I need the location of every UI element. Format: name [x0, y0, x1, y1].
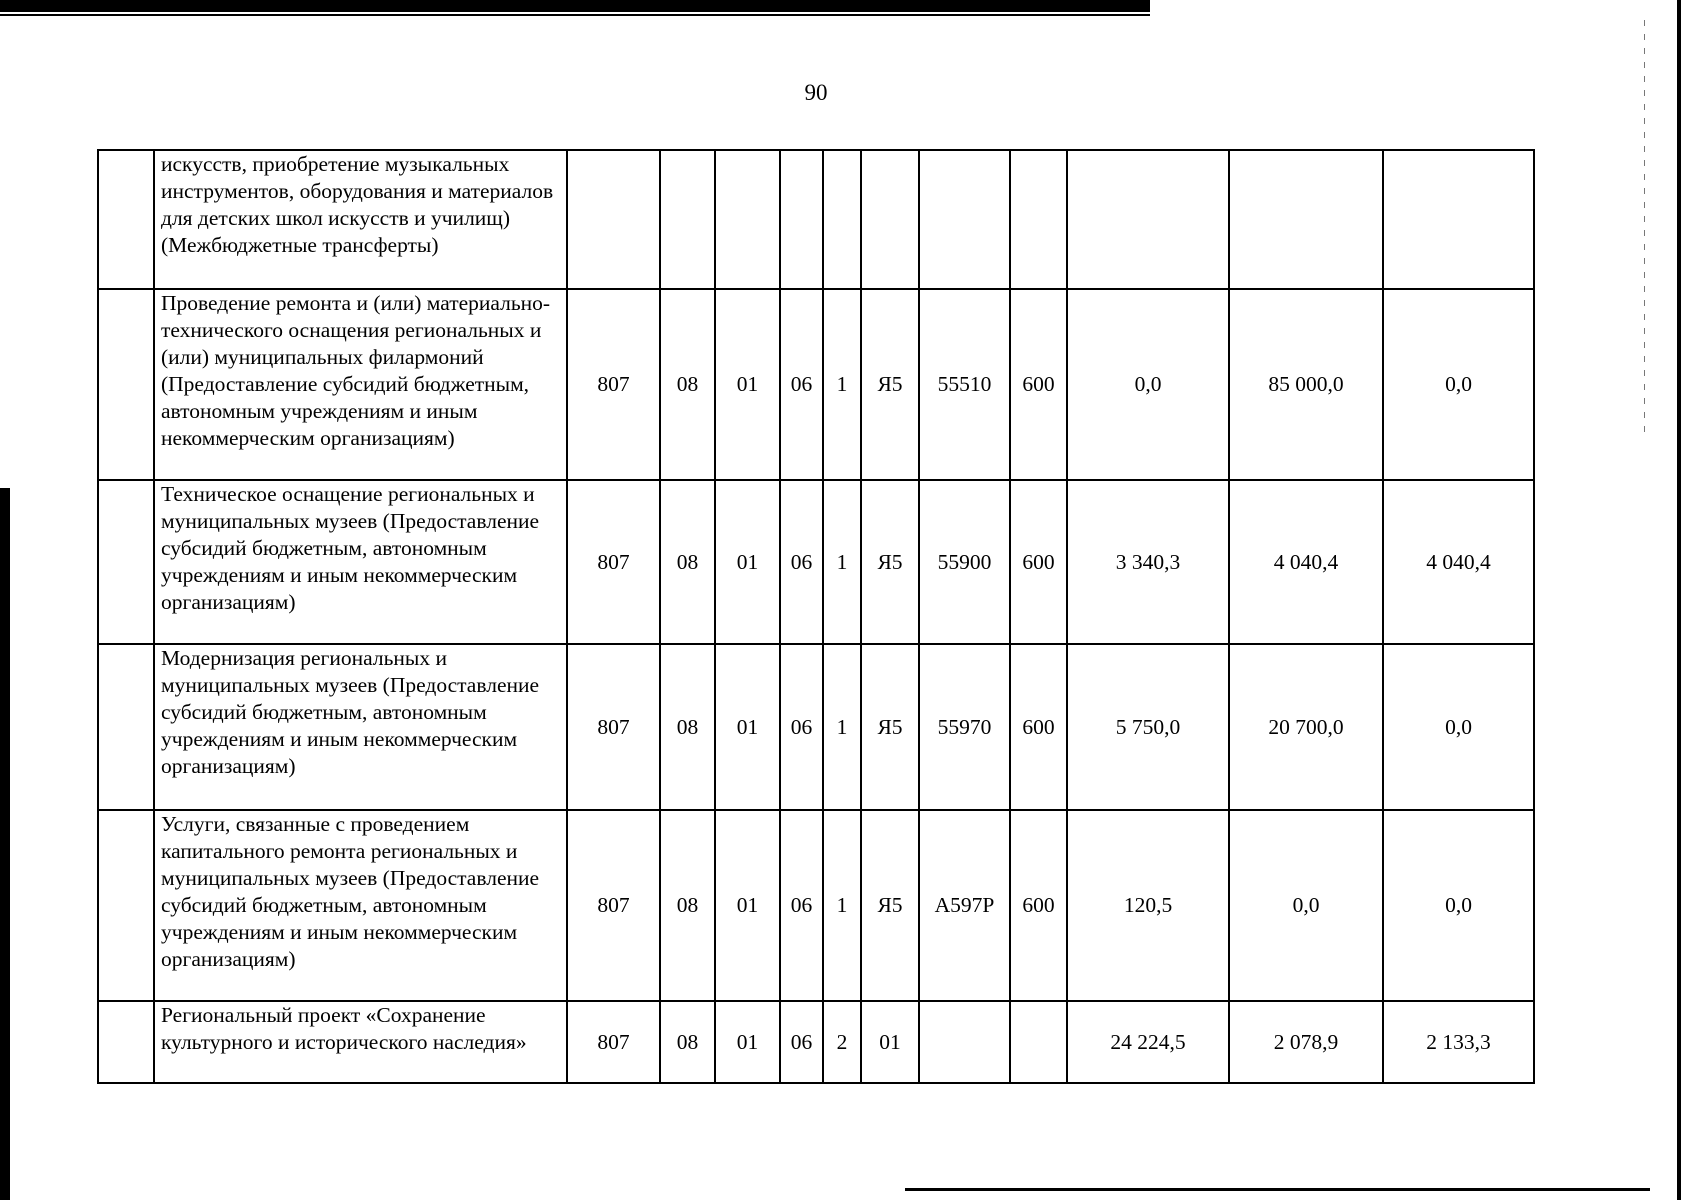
row-index-cell	[98, 480, 154, 644]
row-name: Техническое оснащение региональных и муниципальных музеев (Предоставление субсидий бюджетным, автономным учреждениям и иным некоммерческим организациям)	[154, 480, 567, 644]
row-index-cell	[98, 150, 154, 289]
amount-year-1	[1067, 150, 1229, 289]
amount-year-3	[1383, 150, 1534, 289]
scan-border-left	[0, 488, 10, 1200]
row-name: Региональный проект «Сохранение культурного и исторического наследия»	[154, 1001, 567, 1083]
amount-year-2: 2 078,9	[1229, 1001, 1383, 1083]
expense-type: 600	[1010, 480, 1067, 644]
project-code: 01	[861, 1001, 919, 1083]
subprogram-code	[823, 150, 861, 289]
ministry-code: 807	[567, 480, 660, 644]
section-code: 08	[660, 480, 715, 644]
expense-code: 55900	[919, 480, 1010, 644]
section-code: 08	[660, 644, 715, 810]
budget-table	[97, 149, 1535, 1084]
amount-year-1: 120,5	[1067, 810, 1229, 1001]
subsection-code: 01	[715, 644, 780, 810]
subsection-code: 01	[715, 289, 780, 480]
program-code: 06	[780, 810, 823, 1001]
subsection-code: 01	[715, 810, 780, 1001]
scan-border-top-line	[0, 14, 1150, 16]
program-code	[780, 150, 823, 289]
expense-type: 600	[1010, 289, 1067, 480]
section-code: 08	[660, 289, 715, 480]
program-code: 06	[780, 480, 823, 644]
expense-type	[1010, 1001, 1067, 1083]
amount-year-2: 4 040,4	[1229, 480, 1383, 644]
section-code: 08	[660, 810, 715, 1001]
amount-year-3: 2 133,3	[1383, 1001, 1534, 1083]
amount-year-1: 5 750,0	[1067, 644, 1229, 810]
row-name: Услуги, связанные с проведением капитального ремонта региональных и муниципальных музеев (Предоставление субсидий бюджетным, автономным учреждениям и иным некоммерческим организациям)	[154, 810, 567, 1001]
amount-year-3: 4 040,4	[1383, 480, 1534, 644]
scan-margin-marks	[1644, 20, 1645, 440]
table-row	[98, 1001, 1534, 1083]
section-code: 08	[660, 1001, 715, 1083]
amount-year-3: 0,0	[1383, 644, 1534, 810]
row-name: Модернизация региональных и муниципальных музеев (Предоставление субсидий бюджетным, автономным учреждениям и иным некоммерческим организациям)	[154, 644, 567, 810]
ministry-code: 807	[567, 289, 660, 480]
row-index-cell	[98, 810, 154, 1001]
amount-year-2	[1229, 150, 1383, 289]
project-code: Я5	[861, 644, 919, 810]
program-code: 06	[780, 644, 823, 810]
amount-year-2: 20 700,0	[1229, 644, 1383, 810]
amount-year-1: 3 340,3	[1067, 480, 1229, 644]
row-name: Проведение ремонта и (или) материально-технического оснащения региональных и (или) муниципальных филармоний (Предоставление субсидий бюджетным, автономным учреждениям и иным некоммерческим организациям)	[154, 289, 567, 480]
subprogram-code: 1	[823, 289, 861, 480]
expense-type: 600	[1010, 644, 1067, 810]
expense-code	[919, 150, 1010, 289]
section-code	[660, 150, 715, 289]
ministry-code	[567, 150, 660, 289]
subprogram-code: 1	[823, 644, 861, 810]
program-code: 06	[780, 289, 823, 480]
table-row	[98, 150, 1534, 289]
table-row	[98, 810, 1534, 1001]
scan-border-bottom	[905, 1188, 1650, 1191]
ministry-code: 807	[567, 810, 660, 1001]
expense-code: 55970	[919, 644, 1010, 810]
table-row	[98, 480, 1534, 644]
amount-year-1: 24 224,5	[1067, 1001, 1229, 1083]
amount-year-1: 0,0	[1067, 289, 1229, 480]
subsection-code: 01	[715, 480, 780, 644]
row-index-cell	[98, 289, 154, 480]
project-code: Я5	[861, 289, 919, 480]
amount-year-3: 0,0	[1383, 810, 1534, 1001]
subprogram-code: 1	[823, 480, 861, 644]
subsection-code	[715, 150, 780, 289]
scan-border-right	[1677, 0, 1681, 1200]
amount-year-2: 85 000,0	[1229, 289, 1383, 480]
row-name: искусств, приобретение музыкальных инструментов, оборудования и материалов для детских школ искусств и училищ) (Межбюджетные трансферты)	[154, 150, 567, 289]
project-code: Я5	[861, 480, 919, 644]
page-number: 90	[804, 80, 828, 105]
ministry-code: 807	[567, 644, 660, 810]
project-code	[861, 150, 919, 289]
expense-code	[919, 1001, 1010, 1083]
table-row	[98, 644, 1534, 810]
table-row	[98, 289, 1534, 480]
program-code: 06	[780, 1001, 823, 1083]
subprogram-code: 2	[823, 1001, 861, 1083]
row-index-cell	[98, 1001, 154, 1083]
subprogram-code: 1	[823, 810, 861, 1001]
ministry-code: 807	[567, 1001, 660, 1083]
expense-type	[1010, 150, 1067, 289]
amount-year-2: 0,0	[1229, 810, 1383, 1001]
expense-code: А597Р	[919, 810, 1010, 1001]
subsection-code: 01	[715, 1001, 780, 1083]
expense-code: 55510	[919, 289, 1010, 480]
expense-type: 600	[1010, 810, 1067, 1001]
project-code: Я5	[861, 810, 919, 1001]
row-index-cell	[98, 644, 154, 810]
amount-year-3: 0,0	[1383, 289, 1534, 480]
scan-border-top	[0, 0, 1150, 12]
